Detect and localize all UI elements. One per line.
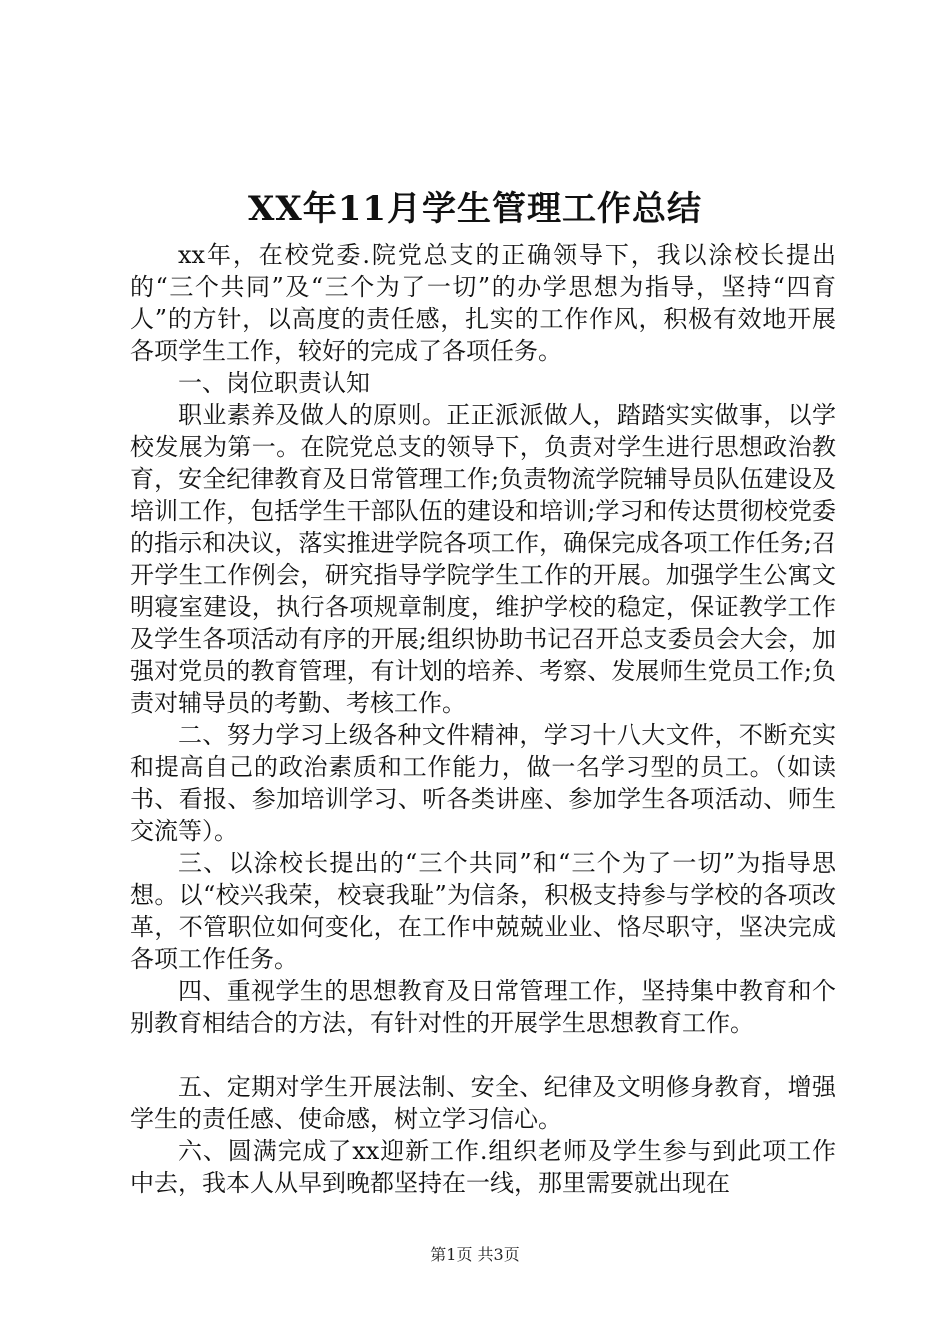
paragraph-job-duties: 职业素养及做人的原则。正正派派做人，踏踏实实做事，以学校发展为第一。在院党总支的领导下，负责对学生进行思想政治教育，安全纪律教育及日常管理工作;负责物流学院辅导员队伍建设及培训工作，包括学生干部队伍的建设和培训;学习和传达贯彻校党委的指示和决议，落实推进学院各项工作，确保完成各项工作任务;召开学生工作例会，研究指导学院学生工作的开展。加强学生公寓文明寝室建设，执行各项规章制度，维护学校的稳定，保证教学工作及学生各项活动有序的开展;组织协助书记召开总支委员会大会，加强对党员的教育管理，有计划的培养、考察、发展师生党员工作;负责对辅导员的考勤、考核工作。 (130, 401, 836, 717)
paragraph-section-5: 五、定期对学生开展法制、安全、纪律及文明修身教育，增强学生的责任感、使命感，树立学习信心。 (130, 1073, 836, 1133)
paragraph-section-2: 二、努力学习上级各种文件精神，学习十八大文件，不断充实和提高自己的政治素质和工作能力，做一名学习型的员工。（如读书、看报、参加培训学习、听各类讲座、参加学生各项活动、师生交流等）。 (130, 721, 836, 845)
section-heading-1: 一、岗位职责认知 (178, 369, 370, 397)
document-body (130, 239, 836, 1199)
paragraph-section-6: 六、圆满完成了xx迎新工作.组织老师及学生参与到此项工作中去，我本人从早到晚都坚持在一线，那里需要就出现在 (130, 1137, 836, 1197)
paragraph-intro: xx年，在校党委.院党总支的正确领导下，我以涂校长提出的“三个共同”及“三个为了一切”的办学思想为指导，坚持“四育人”的方针，以高度的责任感，扎实的工作作风，积极有效地开展各项学生工作，较好的完成了各项任务。 (130, 241, 836, 365)
document-title: XX年11月学生管理工作总结 (247, 189, 703, 229)
paragraph-section-4: 四、重视学生的思想教育及日常管理工作，坚持集中教育和个别教育相结合的方法，有针对性的开展学生思想教育工作。 (130, 977, 836, 1037)
page-number-footer: 第1页 共3页 (430, 1245, 520, 1264)
paragraph-section-3: 三、以涂校长提出的“三个共同”和“三个为了一切”为指导思想。以“校兴我荣，校衰我耻”为信条，积极支持参与学校的各项改革，不管职位如何变化，在工作中兢兢业业、恪尽职守，坚决完成各项工作任务。 (130, 849, 836, 973)
